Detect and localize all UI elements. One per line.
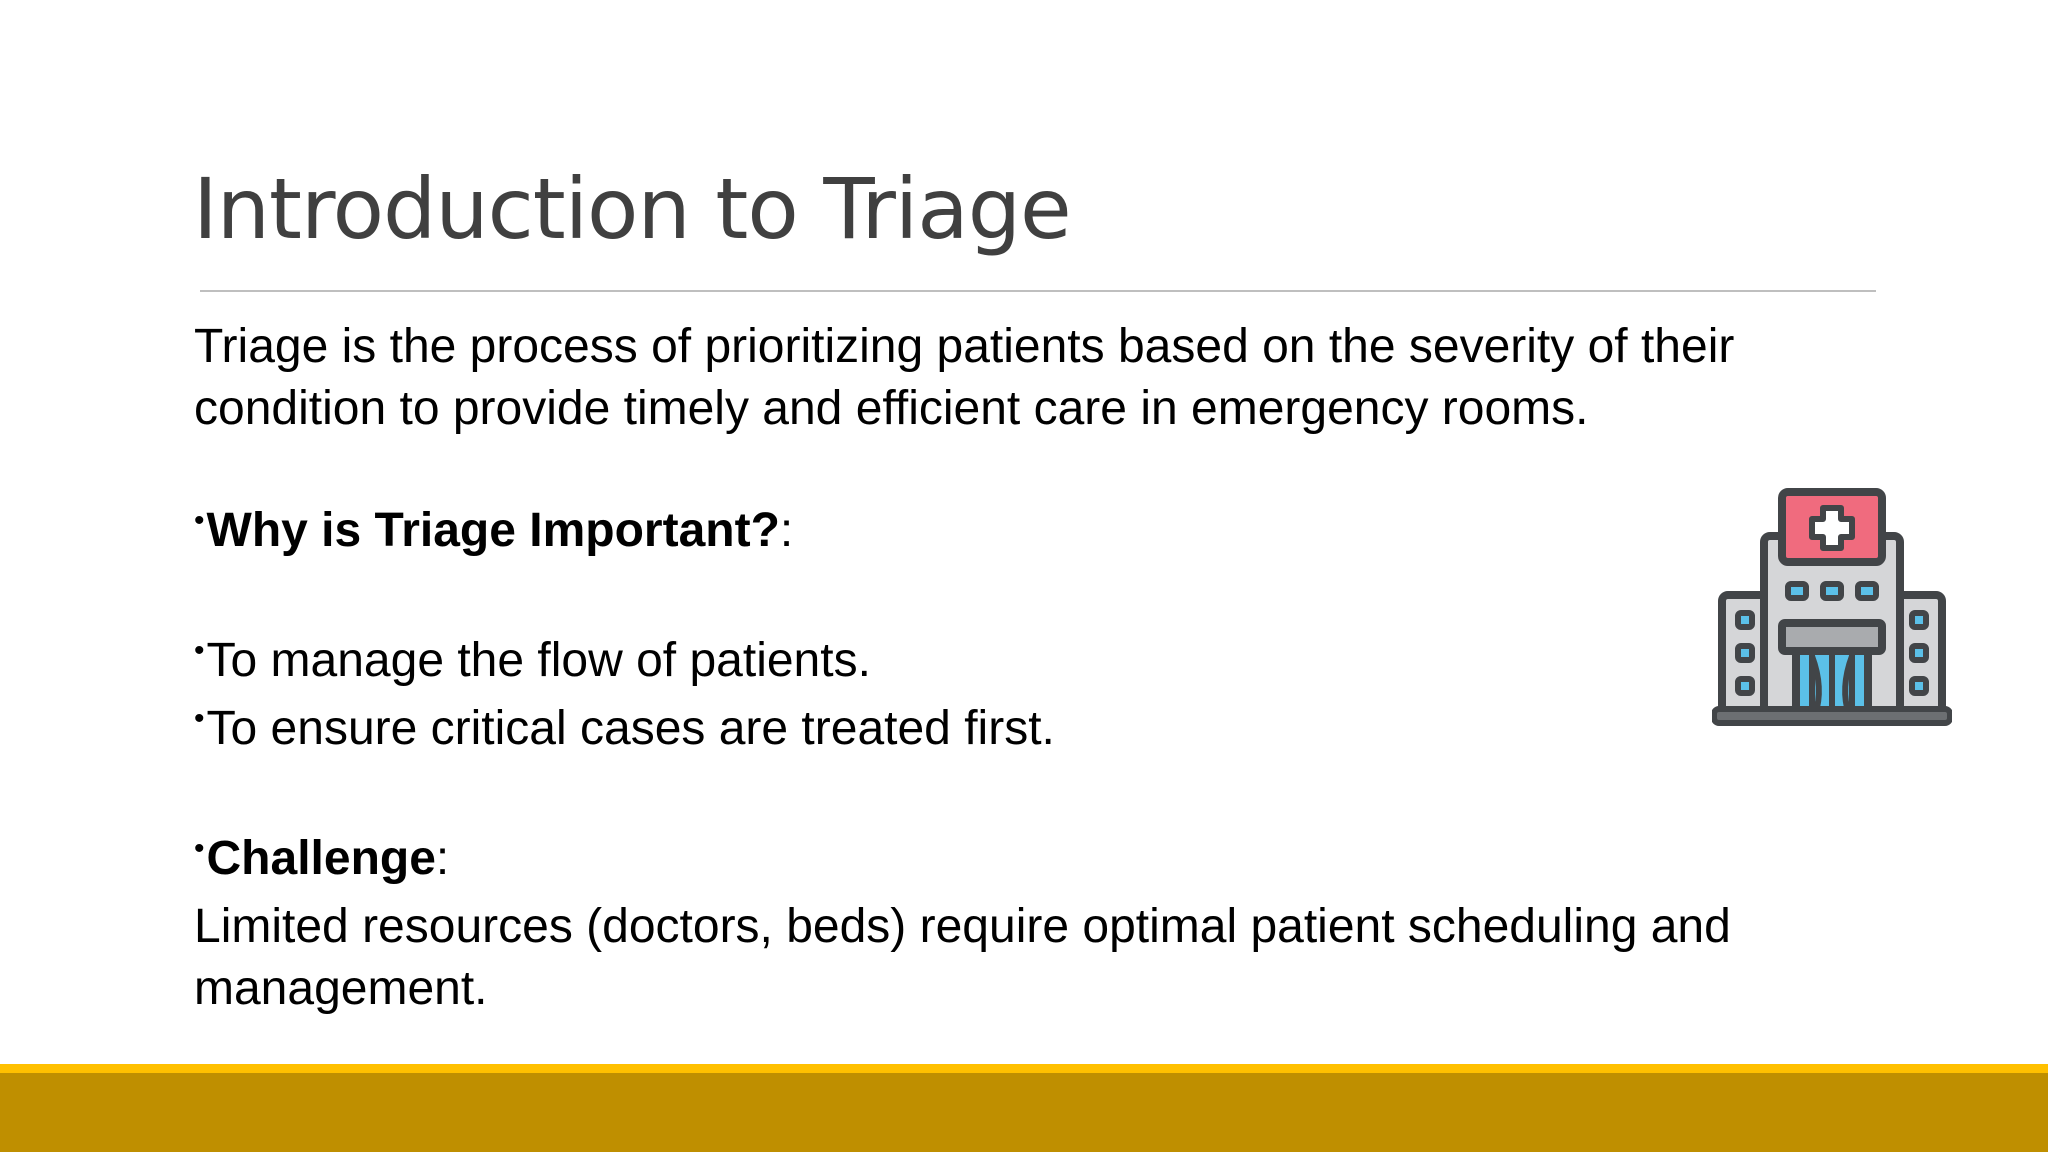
why-heading: Why is Triage Important?	[206, 504, 780, 557]
reason-text: To ensure critical cases are treated first.	[206, 702, 1055, 755]
reason-item	[194, 698, 1874, 766]
challenge-heading-line	[194, 828, 1874, 896]
intro-line-2: condition to provide timely and efficient care in emergency rooms.	[194, 382, 1589, 435]
bullet: •	[194, 504, 205, 537]
challenge-line-1: Limited resources (doctors, beds) require optimal patient scheduling and	[194, 900, 1731, 953]
reason-item	[194, 630, 1874, 698]
why-colon: :	[779, 504, 794, 557]
bullet: •	[194, 832, 205, 865]
challenge-heading: Challenge	[206, 832, 436, 885]
reason-text: To manage the flow of patients.	[206, 634, 871, 687]
why-heading-line	[194, 500, 1874, 568]
hospital-icon	[1712, 488, 1952, 728]
slide-title: Introduction to Triage	[193, 160, 1071, 258]
footer-bar	[0, 1064, 2048, 1152]
challenge-line-2: management.	[194, 962, 488, 1015]
bullet: •	[194, 634, 205, 667]
title-divider	[200, 290, 1876, 292]
footer-accent-stripe	[0, 1064, 2048, 1073]
bullet: •	[194, 702, 205, 735]
challenge-colon: :	[435, 832, 450, 885]
slide-body	[194, 316, 1874, 1020]
intro-line-1: Triage is the process of prioritizing patients based on the severity of their	[194, 320, 1735, 373]
